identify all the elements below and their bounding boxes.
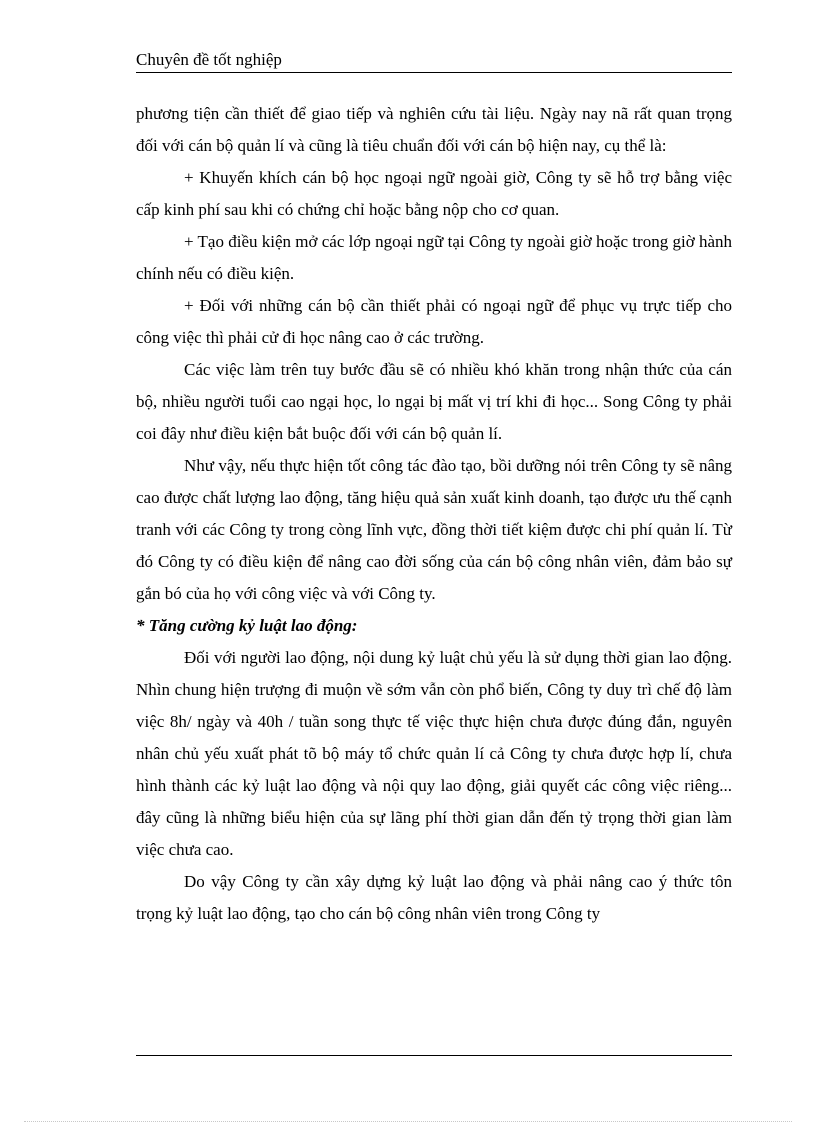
page-edge-divider [24, 1121, 792, 1122]
paragraph: + Tạo điều kiện mở các lớp ngoại ngữ tại Công ty ngoài giờ hoặc trong giờ hành chính nếu có điều kiện. [136, 232, 732, 283]
header-title: Chuyên đề tốt nghiệp [136, 50, 282, 69]
section-heading: * Tăng cường kỷ luật lao động: [136, 616, 358, 635]
paragraph: + Khuyến khích cán bộ học ngoại ngữ ngoài giờ, Công ty sẽ hỗ trợ bằng việc cấp kinh phí sau khi có chứng chỉ hoặc bằng nộp cho cơ quan. [136, 168, 732, 219]
footer-divider [136, 1055, 732, 1056]
paragraph: Đối với người lao động, nội dung kỷ luật chủ yếu là sử dụng thời gian lao động. Nhìn chung hiện trượng đi muộn về sớm vẫn còn phổ biến, Công ty duy trì chế độ làm việc 8h/ ngày và 40h / tuần song thực tế việc thực hiện chưa được đúng đắn, nguyên nhân chủ yếu xuất phát tõ bộ máy tổ chức quản lí cả Công ty chưa được hợp lí, chưa hình thành các kỷ luật lao động và nội quy lao động, giải quyết các công việc riêng... đây cũng là những biểu hiện của sự lãng phí thời gian dẫn đến tỷ trọng thời gian làm việc chưa cao. [136, 648, 732, 859]
paragraph: Các việc làm trên tuy bước đầu sẽ có nhiều khó khăn trong nhận thức của cán bộ, nhiều người tuổi cao ngại học, lo ngại bị mất vị trí khi đi học... Song Công ty phải coi đây như điều kiện bắt buộc đối với cán bộ quản lí. [136, 360, 732, 443]
paragraph: Như vậy, nếu thực hiện tốt công tác đào tạo, bồi dưỡng nói trên Công ty sẽ nâng cao được chất lượng lao động, tăng hiệu quả sản xuất kinh doanh, tạo được ưu thế cạnh tranh với các Công ty trong còng lĩnh vực, đồng thời tiết kiệm được chi phí quản lí. Từ đó Công ty có điều kiện để nâng cao đời sống của cán bộ công nhân viên, đảm bảo sự gắn bó của họ với công việc và với Công ty. [136, 456, 732, 603]
paragraph: phương tiện cần thiết để giao tiếp và nghiên cứu tài liệu. Ngày nay nã rất quan trọng đối với cán bộ quản lí và cũng là tiêu chuẩn đối với cán bộ hiện nay, cụ thể là: [136, 104, 732, 155]
paragraph: Do vậy Công ty cần xây dựng kỷ luật lao động và phải nâng cao ý thức tôn trọng kỷ luật lao động, tạo cho cán bộ công nhân viên trong Công ty [136, 872, 732, 923]
paragraph: + Đối với những cán bộ cần thiết phải có ngoại ngữ để phục vụ trực tiếp cho công việc thì phải cử đi học nâng cao ở các trường. [136, 296, 732, 347]
page-header [136, 50, 732, 73]
document-body [136, 98, 732, 930]
